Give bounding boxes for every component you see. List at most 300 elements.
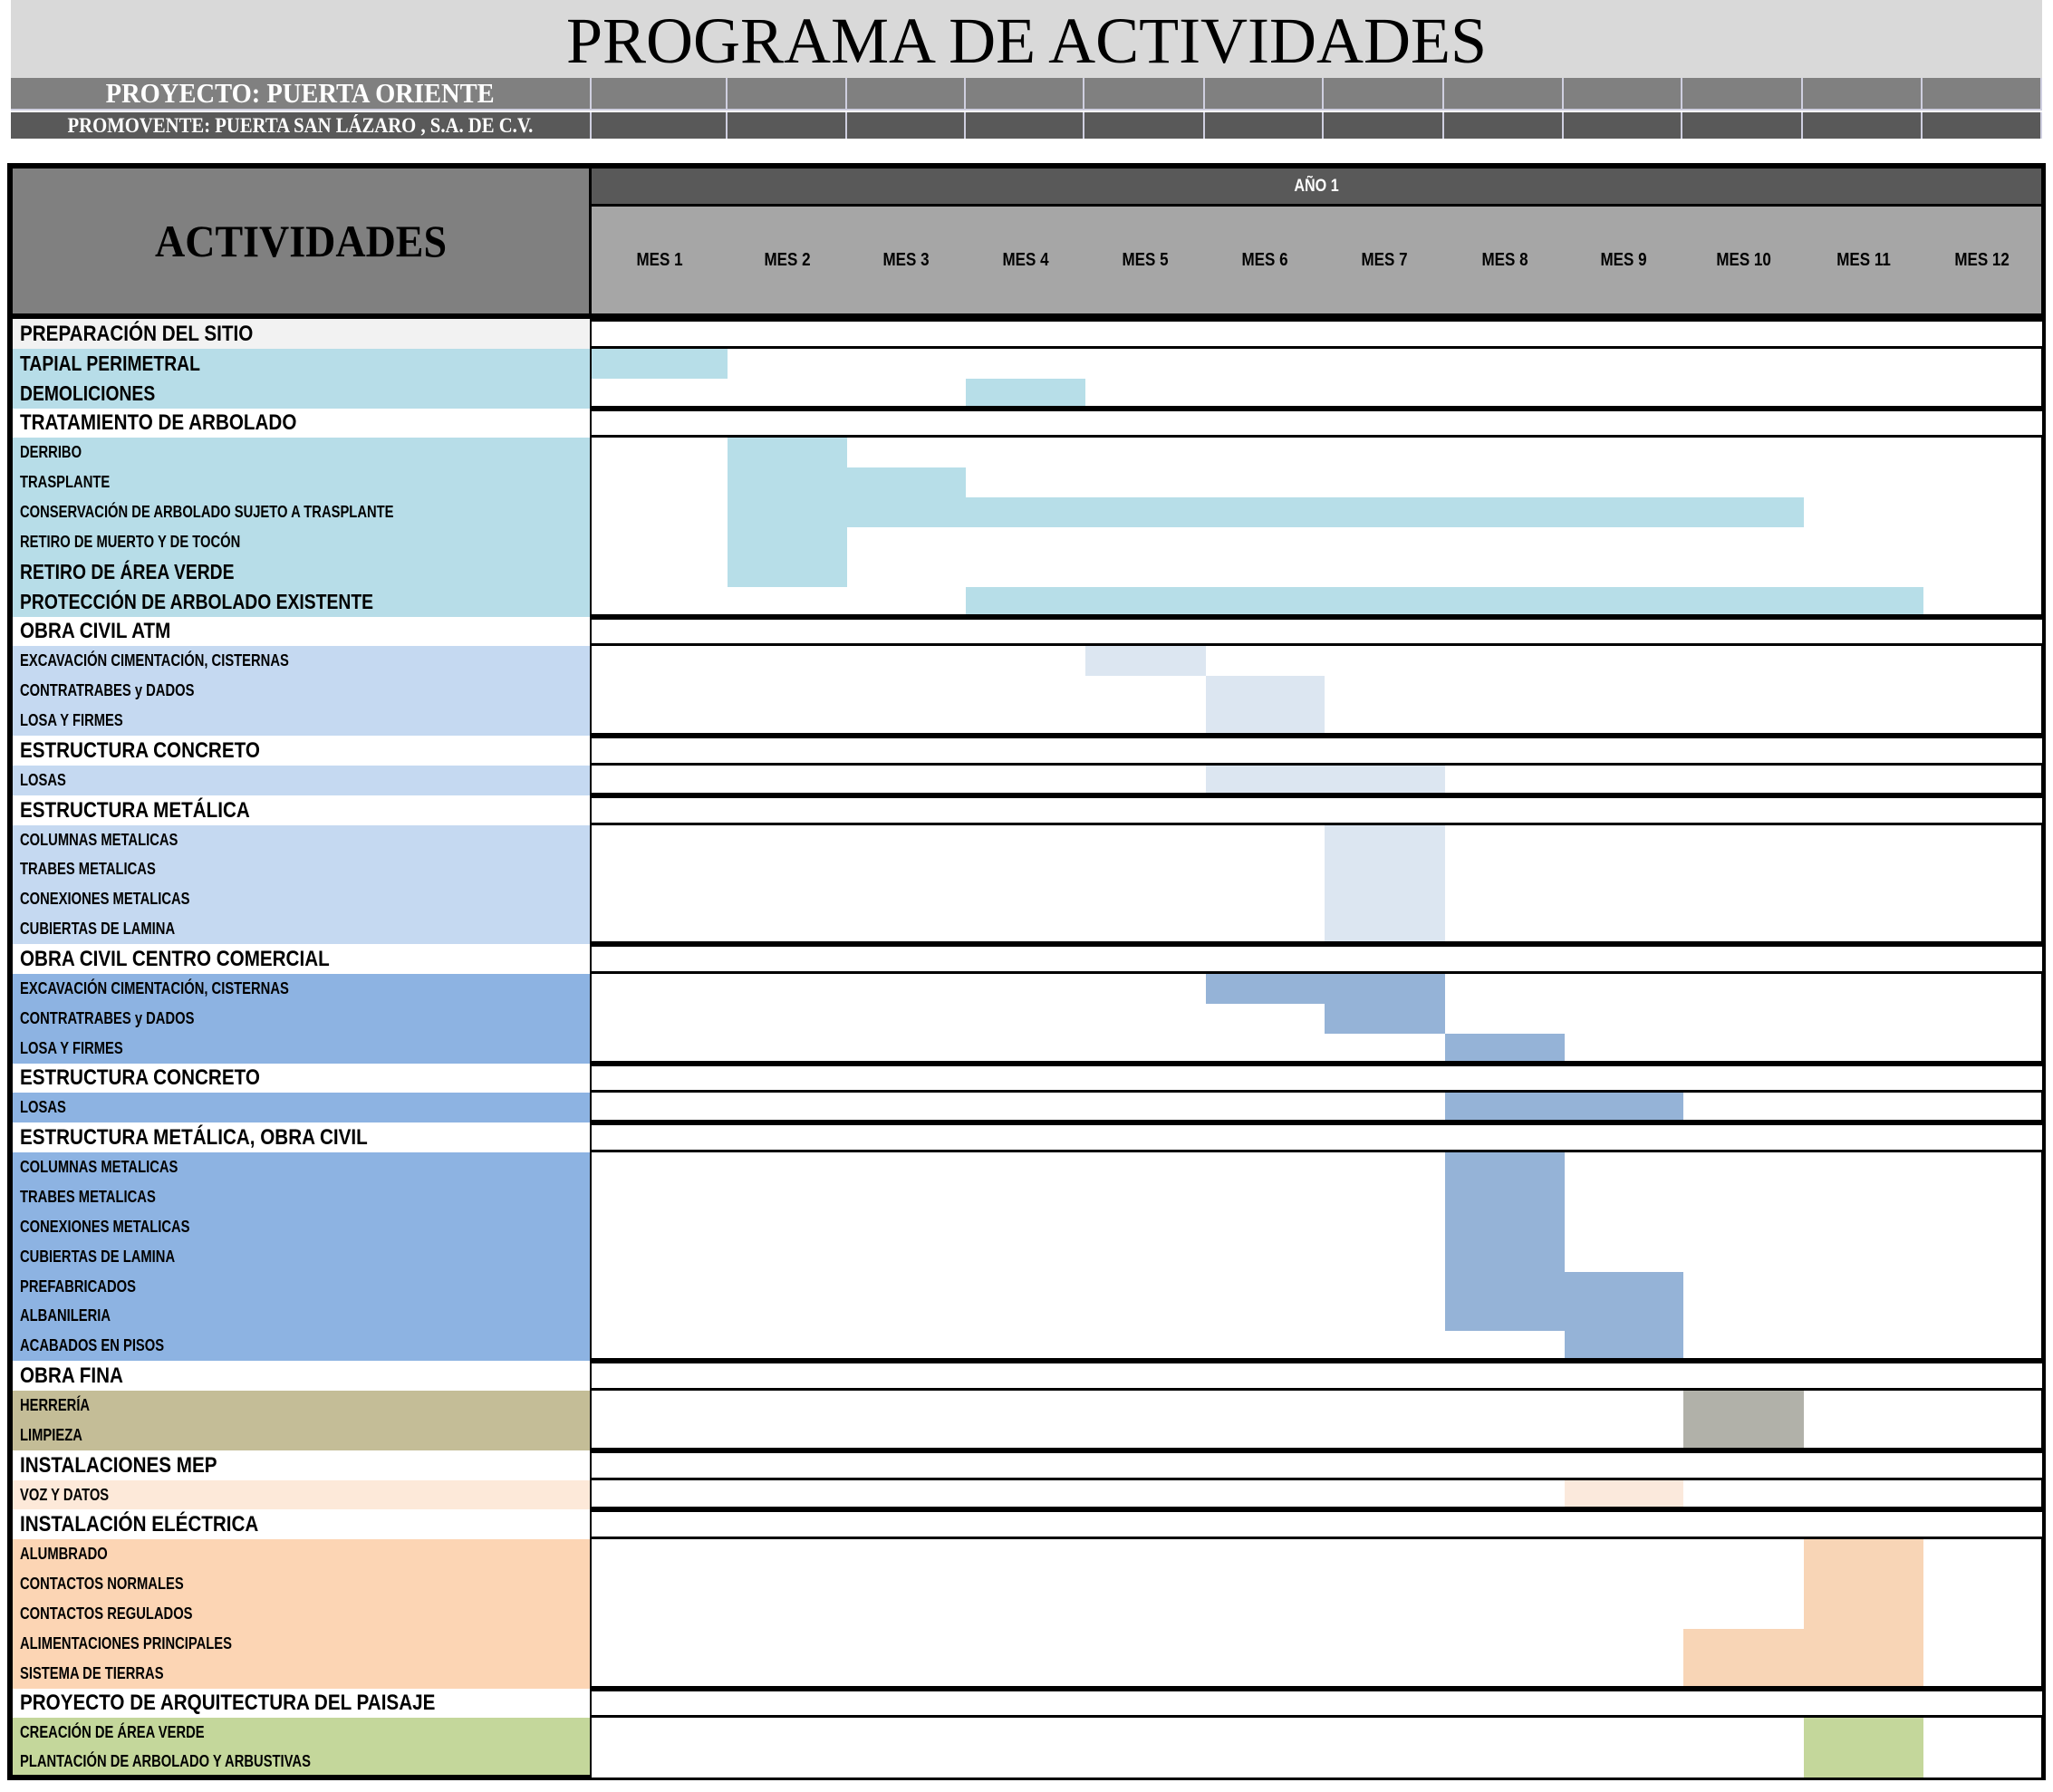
- schedule-empty-cell: [1923, 1242, 2046, 1275]
- schedule-empty-cell: [728, 1748, 850, 1780]
- schedule-empty-cell: [1565, 1004, 1686, 1036]
- schedule-empty-cell: [1565, 1242, 1686, 1275]
- schedule-empty-cell: [847, 825, 969, 857]
- schedule-empty-cell: [1085, 1301, 1209, 1334]
- schedule-empty-cell: [1085, 438, 1209, 470]
- schedule-empty-cell: [1206, 1391, 1327, 1423]
- schedule-bar-cell: [1565, 1272, 1686, 1304]
- schedule-bar-cell: [1565, 497, 1686, 530]
- schedule-empty-cell: [1206, 854, 1327, 887]
- schedule-bar-cell: [728, 557, 850, 590]
- schedule-empty-cell: [728, 854, 850, 887]
- schedule-bar-cell: [1445, 1272, 1567, 1304]
- activity-name: PLANTACIÓN DE ARBOLADO Y ARBUSTIVAS: [20, 1751, 311, 1770]
- schedule-empty-cell: [728, 1272, 850, 1304]
- activity-name: CONTRATRABES y DADOS: [20, 1009, 195, 1027]
- schedule-empty-cell: [1804, 1212, 1926, 1245]
- schedule-empty-cell: [1085, 557, 1209, 590]
- schedule-empty-cell: [847, 1539, 969, 1572]
- schedule-empty-cell: [966, 1272, 1088, 1304]
- schedule-empty-cell: [847, 1152, 969, 1185]
- section-row-span: [592, 1448, 2046, 1483]
- schedule-empty-cell: [592, 854, 730, 887]
- schedule-empty-cell: [1445, 1629, 1567, 1662]
- schedule-empty-cell: [1445, 438, 1567, 470]
- schedule-empty-cell: [1923, 1004, 2046, 1036]
- schedule-empty-cell: [1804, 1301, 1926, 1334]
- activity-row-label: [7, 379, 594, 411]
- activity-name: ESTRUCTURA METÁLICA, OBRA CIVIL: [20, 1124, 368, 1150]
- schedule-empty-cell: [966, 1152, 1088, 1185]
- schedule-empty-cell: [592, 438, 730, 470]
- activity-name: EXCAVACIÓN CIMENTACIÓN, CISTERNAS: [20, 979, 289, 997]
- schedule-empty-cell: [1206, 1242, 1327, 1275]
- schedule-empty-cell: [847, 1182, 969, 1215]
- schedule-empty-cell: [1325, 467, 1448, 500]
- activity-name: TRABES METALICAS: [20, 860, 156, 878]
- schedule-empty-cell: [1325, 1182, 1448, 1215]
- activity-row-label: [7, 646, 594, 679]
- month-header: [1683, 207, 1807, 319]
- schedule-empty-cell: [1923, 557, 2046, 590]
- month-header: [1565, 207, 1686, 319]
- schedule-empty-cell: [966, 349, 1088, 381]
- activity-row-label: [7, 527, 594, 560]
- schedule-empty-cell: [1923, 646, 2046, 679]
- section-row-span: [592, 1686, 2046, 1720]
- schedule-empty-cell: [1445, 1718, 1567, 1750]
- schedule-empty-cell: [1565, 884, 1686, 917]
- schedule-empty-cell: [966, 1629, 1088, 1662]
- schedule-empty-cell: [1923, 1301, 2046, 1334]
- schedule-empty-cell: [1923, 467, 2046, 500]
- schedule-empty-cell: [1085, 1391, 1209, 1423]
- section-row-label: [7, 1064, 594, 1095]
- activity-name: OBRA FINA: [20, 1363, 123, 1388]
- schedule-empty-cell: [592, 1569, 730, 1602]
- schedule-bar-cell: [1683, 497, 1807, 530]
- month-header-label: MES 9: [1600, 249, 1648, 270]
- schedule-empty-cell: [1325, 1272, 1448, 1304]
- schedule-empty-cell: [1565, 1212, 1686, 1245]
- activity-name: CONEXIONES METALICAS: [20, 890, 190, 908]
- month-header-label: MES 12: [1954, 249, 2010, 270]
- schedule-empty-cell: [1445, 467, 1567, 500]
- activity-name: ALUMBRADO: [20, 1545, 108, 1563]
- schedule-empty-cell: [1683, 1539, 1807, 1572]
- section-row-label: [7, 736, 594, 768]
- schedule-empty-cell: [966, 825, 1088, 857]
- activity-row-label: [7, 1718, 594, 1750]
- activity-name: TAPIAL PERIMETRAL: [20, 352, 200, 375]
- schedule-empty-cell: [1565, 676, 1686, 708]
- schedule-empty-cell: [728, 1242, 850, 1275]
- schedule-empty-cell: [1683, 1242, 1807, 1275]
- schedule-empty-cell: [728, 1212, 850, 1245]
- schedule-empty-cell: [592, 467, 730, 500]
- activity-row-label: [7, 1748, 594, 1780]
- schedule-bar-cell: [1683, 1391, 1807, 1423]
- activity-row-label: [7, 587, 594, 620]
- schedule-empty-cell: [1923, 1182, 2046, 1215]
- schedule-empty-cell: [966, 1182, 1088, 1215]
- schedule-empty-cell: [592, 1539, 730, 1572]
- schedule-empty-cell: [847, 1718, 969, 1750]
- activity-row-label: [7, 1599, 594, 1632]
- schedule-empty-cell: [1683, 438, 1807, 470]
- schedule-empty-cell: [1325, 527, 1448, 560]
- activity-row-label: [7, 1421, 594, 1453]
- month-header-label: MES 2: [764, 249, 811, 270]
- schedule-bar-cell: [728, 497, 850, 530]
- activity-name: DEMOLICIONES: [20, 381, 156, 405]
- schedule-empty-cell: [728, 825, 850, 857]
- schedule-empty-cell: [592, 1272, 730, 1304]
- activity-name: LOSA Y FIRMES: [20, 1039, 123, 1057]
- schedule-empty-cell: [1085, 825, 1209, 857]
- schedule-empty-cell: [847, 438, 969, 470]
- schedule-empty-cell: [728, 1152, 850, 1185]
- promovente-label: PROMOVENTE: PUERTA SAN LÁZARO , S.A. DE C.V.: [67, 113, 534, 137]
- schedule-empty-cell: [592, 1718, 730, 1750]
- schedule-empty-cell: [1206, 557, 1327, 590]
- schedule-empty-cell: [1565, 1569, 1686, 1602]
- schedule-empty-cell: [1565, 1182, 1686, 1215]
- schedule-bar-cell: [1206, 676, 1327, 708]
- activity-row-label: [7, 676, 594, 708]
- schedule-empty-cell: [1445, 1599, 1567, 1632]
- schedule-empty-cell: [1565, 1748, 1686, 1780]
- schedule-empty-cell: [847, 349, 969, 381]
- schedule-empty-cell: [1923, 1599, 2046, 1632]
- schedule-empty-cell: [1804, 1182, 1926, 1215]
- activity-row-label: [7, 854, 594, 887]
- schedule-empty-cell: [1683, 1301, 1807, 1334]
- activity-row-label: [7, 1539, 594, 1572]
- schedule-empty-cell: [1445, 527, 1567, 560]
- schedule-bar-cell: [1325, 974, 1448, 1007]
- schedule-empty-cell: [1206, 1539, 1327, 1572]
- schedule-bar-cell: [592, 349, 730, 381]
- schedule-bar-cell: [1206, 974, 1327, 1007]
- month-header-label: MES 4: [1002, 249, 1049, 270]
- schedule-empty-cell: [728, 1391, 850, 1423]
- schedule-empty-cell: [1923, 1212, 2046, 1245]
- schedule-empty-cell: [1445, 1748, 1567, 1780]
- schedule-empty-cell: [1923, 438, 2046, 470]
- schedule-empty-cell: [1683, 854, 1807, 887]
- schedule-empty-cell: [847, 1391, 969, 1423]
- schedule-empty-cell: [1085, 1182, 1209, 1215]
- schedule-empty-cell: [1683, 1272, 1807, 1304]
- schedule-empty-cell: [1325, 1301, 1448, 1334]
- schedule-empty-cell: [1206, 527, 1327, 560]
- schedule-empty-cell: [1804, 646, 1926, 679]
- schedule-empty-cell: [1445, 1004, 1567, 1036]
- schedule-empty-cell: [1923, 1152, 2046, 1185]
- schedule-empty-cell: [1683, 1182, 1807, 1215]
- schedule-empty-cell: [1206, 467, 1327, 500]
- activity-row-label: [7, 1391, 594, 1423]
- schedule-bar-cell: [1804, 1718, 1926, 1750]
- activity-name: CREACIÓN DE ÁREA VERDE: [20, 1723, 205, 1741]
- schedule-empty-cell: [1206, 825, 1327, 857]
- section-row-label: [7, 944, 594, 977]
- schedule-empty-cell: [728, 974, 850, 1007]
- schedule-empty-cell: [847, 1569, 969, 1602]
- activity-row-label: [7, 766, 594, 798]
- schedule-empty-cell: [1804, 527, 1926, 560]
- month-header: [1085, 207, 1209, 319]
- schedule-empty-cell: [1085, 1152, 1209, 1185]
- schedule-bar-cell: [1325, 854, 1448, 887]
- schedule-empty-cell: [1804, 854, 1926, 887]
- activity-name: LOSAS: [20, 771, 66, 789]
- schedule-empty-cell: [1085, 1272, 1209, 1304]
- schedule-empty-cell: [1683, 527, 1807, 560]
- activity-name: TRABES METALICAS: [20, 1188, 156, 1206]
- schedule-empty-cell: [966, 646, 1088, 679]
- schedule-empty-cell: [1923, 825, 2046, 857]
- schedule-empty-cell: [1565, 1718, 1686, 1750]
- schedule-empty-cell: [1325, 557, 1448, 590]
- activity-name: RETIRO DE MUERTO Y DE TOCÓN: [20, 533, 241, 551]
- schedule-empty-cell: [728, 1569, 850, 1602]
- schedule-empty-cell: [592, 1629, 730, 1662]
- schedule-empty-cell: [847, 646, 969, 679]
- schedule-empty-cell: [847, 1242, 969, 1275]
- schedule-empty-cell: [1923, 1718, 2046, 1750]
- activity-name: TRATAMIENTO DE ARBOLADO: [20, 410, 297, 435]
- schedule-empty-cell: [1565, 974, 1686, 1007]
- activity-name: ESTRUCTURA METÁLICA: [20, 797, 250, 823]
- schedule-empty-cell: [1565, 467, 1686, 500]
- schedule-empty-cell: [966, 1301, 1088, 1334]
- schedule-empty-cell: [592, 1242, 730, 1275]
- month-header: [728, 207, 850, 319]
- schedule-empty-cell: [592, 825, 730, 857]
- schedule-empty-cell: [847, 1272, 969, 1304]
- schedule-empty-cell: [1445, 676, 1567, 708]
- schedule-empty-cell: [1085, 1539, 1209, 1572]
- schedule-empty-cell: [1206, 349, 1327, 381]
- schedule-empty-cell: [1565, 1599, 1686, 1632]
- schedule-empty-cell: [1085, 676, 1209, 708]
- schedule-empty-cell: [1325, 438, 1448, 470]
- schedule-empty-cell: [847, 974, 969, 1007]
- schedule-empty-cell: [847, 557, 969, 590]
- schedule-empty-cell: [592, 1152, 730, 1185]
- schedule-empty-cell: [1325, 1718, 1448, 1750]
- schedule-empty-cell: [1325, 349, 1448, 381]
- schedule-empty-cell: [1804, 467, 1926, 500]
- schedule-empty-cell: [592, 1301, 730, 1334]
- schedule-empty-cell: [1683, 1212, 1807, 1245]
- schedule-empty-cell: [1325, 1629, 1448, 1662]
- activity-row-label: [7, 825, 594, 857]
- schedule-bar-cell: [728, 527, 850, 560]
- schedule-empty-cell: [966, 438, 1088, 470]
- schedule-empty-cell: [1683, 1152, 1807, 1185]
- page-title: PROGRAMA DE ACTIVIDADES: [565, 5, 1488, 77]
- schedule-empty-cell: [1085, 1748, 1209, 1780]
- schedule-empty-cell: [1085, 1242, 1209, 1275]
- schedule-empty-cell: [1683, 1569, 1807, 1602]
- schedule-empty-cell: [1206, 1301, 1327, 1334]
- activity-row-label: [7, 706, 594, 738]
- schedule-empty-cell: [1683, 1004, 1807, 1036]
- schedule-empty-cell: [847, 1004, 969, 1036]
- activity-row-label: [7, 1301, 594, 1334]
- schedule-empty-cell: [1445, 884, 1567, 917]
- section-row-label: [7, 795, 594, 828]
- schedule-empty-cell: [966, 467, 1088, 500]
- schedule-empty-cell: [1445, 974, 1567, 1007]
- schedule-bar-cell: [1325, 1004, 1448, 1036]
- schedule-empty-cell: [728, 1004, 850, 1036]
- schedule-empty-cell: [728, 349, 850, 381]
- schedule-empty-cell: [1923, 1748, 2046, 1780]
- activity-row-label: [7, 1569, 594, 1602]
- schedule-empty-cell: [1445, 825, 1567, 857]
- section-row-span: [592, 941, 2046, 977]
- schedule-empty-cell: [1565, 1391, 1686, 1423]
- schedule-empty-cell: [1923, 1391, 2046, 1423]
- schedule-empty-cell: [966, 1599, 1088, 1632]
- schedule-bar-cell: [847, 497, 969, 530]
- schedule-bar-cell: [1085, 646, 1209, 679]
- activity-name: PREPARACIÓN DEL SITIO: [20, 321, 254, 346]
- section-row-span: [592, 1358, 2046, 1393]
- schedule-empty-cell: [1325, 1391, 1448, 1423]
- schedule-empty-cell: [1683, 676, 1807, 708]
- schedule-bar-cell: [1445, 1242, 1567, 1275]
- activity-name: LOSAS: [20, 1098, 66, 1116]
- schedule-empty-cell: [966, 884, 1088, 917]
- activity-row-label: [7, 467, 594, 500]
- schedule-empty-cell: [1206, 1569, 1327, 1602]
- schedule-empty-cell: [592, 497, 730, 530]
- schedule-bar-cell: [1445, 1301, 1567, 1334]
- activity-name: SISTEMA DE TIERRAS: [20, 1664, 164, 1682]
- schedule-empty-cell: [1085, 974, 1209, 1007]
- schedule-empty-cell: [1206, 1182, 1327, 1215]
- schedule-empty-cell: [1923, 527, 2046, 560]
- schedule-empty-cell: [1565, 646, 1686, 679]
- schedule-empty-cell: [1804, 1272, 1926, 1304]
- schedule-empty-cell: [1445, 646, 1567, 679]
- activity-name: CONEXIONES METALICAS: [20, 1218, 190, 1236]
- schedule-empty-cell: [847, 884, 969, 917]
- activity-name: EXCAVACIÓN CIMENTACIÓN, CISTERNAS: [20, 651, 289, 670]
- schedule-empty-cell: [1683, 467, 1807, 500]
- activity-name: DERRIBO: [20, 443, 82, 461]
- schedule-empty-cell: [1085, 854, 1209, 887]
- schedule-empty-cell: [1206, 1718, 1327, 1750]
- schedule-empty-cell: [1804, 557, 1926, 590]
- schedule-empty-cell: [1085, 467, 1209, 500]
- section-row-label: [7, 617, 594, 649]
- year-header: [592, 163, 2046, 207]
- schedule-empty-cell: [1923, 1272, 2046, 1304]
- schedule-empty-cell: [728, 1599, 850, 1632]
- schedule-empty-cell: [1325, 1152, 1448, 1185]
- schedule-empty-cell: [1325, 1599, 1448, 1632]
- schedule-bar-cell: [1804, 1599, 1926, 1632]
- section-row-span: [592, 733, 2046, 768]
- activity-name: INSTALACIÓN ELÉCTRICA: [20, 1511, 259, 1537]
- schedule-bar-cell: [728, 467, 850, 500]
- schedule-bar-cell: [1325, 825, 1448, 857]
- activity-row-label: [7, 1182, 594, 1215]
- schedule-empty-cell: [728, 676, 850, 708]
- activity-row-label: [7, 1004, 594, 1036]
- activity-row-label: [7, 1629, 594, 1662]
- schedule-empty-cell: [1445, 854, 1567, 887]
- month-header-label: MES 5: [1122, 249, 1170, 270]
- schedule-empty-cell: [1804, 884, 1926, 917]
- schedule-empty-cell: [847, 1301, 969, 1334]
- schedule-bar-cell: [1325, 884, 1448, 917]
- schedule-empty-cell: [1325, 1212, 1448, 1245]
- schedule-empty-cell: [1683, 974, 1807, 1007]
- schedule-empty-cell: [1445, 1569, 1567, 1602]
- schedule-empty-cell: [1804, 1242, 1926, 1275]
- schedule-empty-cell: [1804, 497, 1926, 530]
- activity-row-label: [7, 1331, 594, 1363]
- activity-name: LOSA Y FIRMES: [20, 711, 123, 729]
- activity-row-label: [7, 1480, 594, 1512]
- schedule-empty-cell: [1565, 854, 1686, 887]
- schedule-empty-cell: [1325, 1748, 1448, 1780]
- schedule-empty-cell: [1565, 349, 1686, 381]
- schedule-empty-cell: [1325, 676, 1448, 708]
- schedule-empty-cell: [1565, 1539, 1686, 1572]
- schedule-empty-cell: [966, 1718, 1088, 1750]
- schedule-bar-cell: [728, 438, 850, 470]
- schedule-empty-cell: [592, 646, 730, 679]
- schedule-empty-cell: [1445, 1539, 1567, 1572]
- schedule-empty-cell: [1923, 974, 2046, 1007]
- schedule-empty-cell: [847, 1599, 969, 1632]
- schedule-bar-cell: [847, 467, 969, 500]
- schedule-empty-cell: [1206, 1212, 1327, 1245]
- schedule-bar-cell: [966, 497, 1088, 530]
- schedule-empty-cell: [966, 1569, 1088, 1602]
- month-header: [966, 207, 1088, 319]
- activity-row-label: [7, 438, 594, 470]
- schedule-bar-cell: [1804, 1569, 1926, 1602]
- section-row-span: [592, 1507, 2046, 1542]
- schedule-empty-cell: [1565, 1152, 1686, 1185]
- activity-name: INSTALACIONES MEP: [20, 1452, 217, 1478]
- schedule-empty-cell: [1804, 438, 1926, 470]
- schedule-empty-cell: [1325, 646, 1448, 679]
- month-header: [1923, 207, 2046, 319]
- schedule-empty-cell: [728, 1539, 850, 1572]
- section-row-span: [592, 614, 2046, 649]
- schedule-bar-cell: [1804, 1748, 1926, 1780]
- activity-row-label: [7, 349, 594, 381]
- activity-name: COLUMNAS METALICAS: [20, 830, 178, 849]
- schedule-empty-cell: [966, 1004, 1088, 1036]
- activity-row-label: [7, 1093, 594, 1125]
- section-row-label: [7, 409, 594, 440]
- schedule-empty-cell: [847, 1629, 969, 1662]
- section-row-label: [7, 1122, 594, 1155]
- month-header-label: MES 1: [636, 249, 683, 270]
- schedule-empty-cell: [1206, 438, 1327, 470]
